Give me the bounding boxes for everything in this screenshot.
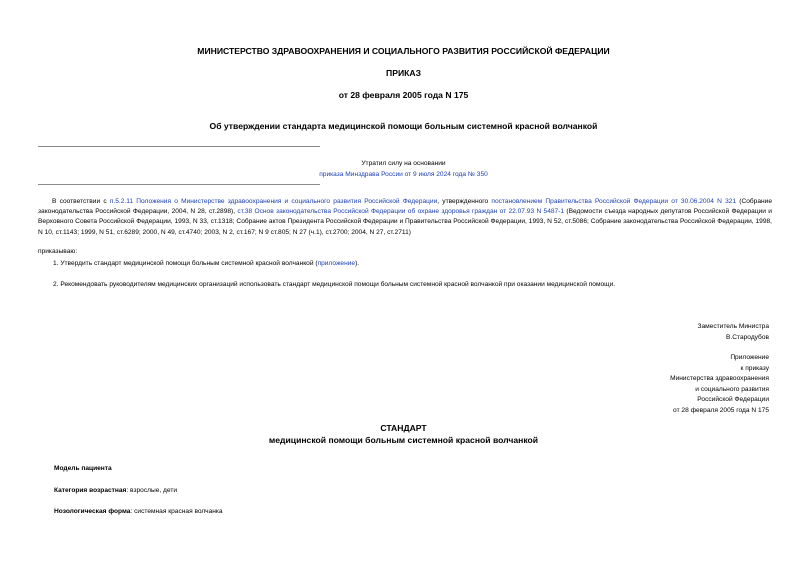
age-category-value: : взрослые, дети (126, 487, 178, 494)
appendix-line: от 28 февраля 2005 года N 175 (673, 406, 769, 414)
lost-force-note (0, 158, 807, 180)
preamble-text: (Собрание законодательства Российской Федерации, 2004, N 28, ст.2898), (38, 198, 772, 216)
patient-model-heading: Модель пациента (54, 465, 112, 472)
preamble-text: (Ведомости съезда народных депутатов Российской Федерации и Верховного Совета Российской Федерации, 1993, N 33, ст.1318; Собрание актов Президента Российской Федерации и Правительства Российской Федерации, 1993, N 52, ст.5086; Собрание законодательства Российской Федерации, 1998, N 10, ст.1143; 1999, N 51, ст.6289; 2000, N 49, ст.4740; 2003, N 2, ст.167; N 9 ст.805; N 27 (ч.1), ст.2700; 2004, N 27, ст.2711) (38, 208, 772, 236)
doc-date: от 28 февраля 2005 года N 175 (338, 90, 469, 100)
signature-name: В.Стародубов (726, 333, 769, 341)
ministry-heading: МИНИСТЕРСТВО ЗДРАВООХРАНЕНИЯ И СОЦИАЛЬНОГО РАЗВИТИЯ РОССИЙСКОЙ ФЕДЕРАЦИИ (197, 46, 610, 56)
lost-force-link[interactable]: приказа Минздрава России от 9 июля 2024 года № 350 (319, 171, 488, 178)
orders-word: приказываю: (38, 248, 78, 255)
divider-top (38, 146, 320, 147)
preamble-text: , утвержденного (437, 198, 492, 205)
nosology-value: : системная красная волчанка (130, 508, 223, 515)
nosology-form (54, 508, 223, 515)
appendix-line: и социального развития (695, 385, 769, 393)
appendix-block (670, 353, 769, 416)
preamble-text: В соответствии с (52, 198, 110, 205)
order-item-2: 2. Рекомендовать руководителям медицинских организаций использовать стандарт медицинской помощи больным системной красной волчанкой при оказании медицинской помощи. (53, 281, 616, 288)
order-item-text: ). (355, 260, 360, 267)
age-category (54, 487, 177, 494)
appendix-line: Российской Федерации (697, 396, 769, 403)
order-item-text: 1. Утвердить стандарт медицинской помощи больным системной красной волчанкой ( (53, 260, 318, 267)
doc-title: Об утверждении стандарта медицинской помощи больным системной красной волчанкой (209, 121, 598, 131)
nosology-label: Нозологическая форма (54, 508, 131, 515)
standard-heading (0, 423, 807, 446)
health-law-link[interactable]: ст.38 Основ законодательства Российской Федерации об охране здоровья граждан от 22.07.93 N 5487-1 (237, 208, 565, 216)
standard-title: СТАНДАРТ (380, 423, 427, 433)
government-decree-link[interactable]: постановлением Правительства Российской Федерации от 30.06.2004 N 321 (491, 198, 737, 205)
signature-block (697, 322, 769, 343)
doc-type-heading: ПРИКАЗ (386, 68, 421, 78)
preamble-paragraph (38, 197, 772, 238)
standard-subtitle: медицинской помощи больным системной красной волчанкой (268, 434, 539, 445)
regulation-link[interactable]: п.5.2.11 Положения о Министерстве здравоохранения и социального развития Российской Федерации (109, 198, 438, 205)
appendix-line: Министерства здравоохранения (670, 375, 769, 382)
appendix-line: к приказу (740, 364, 769, 372)
divider-bottom (38, 184, 320, 185)
order-item-1 (53, 260, 359, 267)
lost-force-text: Утратил силу на основании (361, 160, 446, 167)
appendix-link[interactable]: приложение (317, 260, 356, 267)
age-category-label: Категория возрастная (54, 487, 127, 494)
appendix-line: Приложение (730, 354, 769, 361)
signature-position: Заместитель Министра (697, 323, 769, 330)
